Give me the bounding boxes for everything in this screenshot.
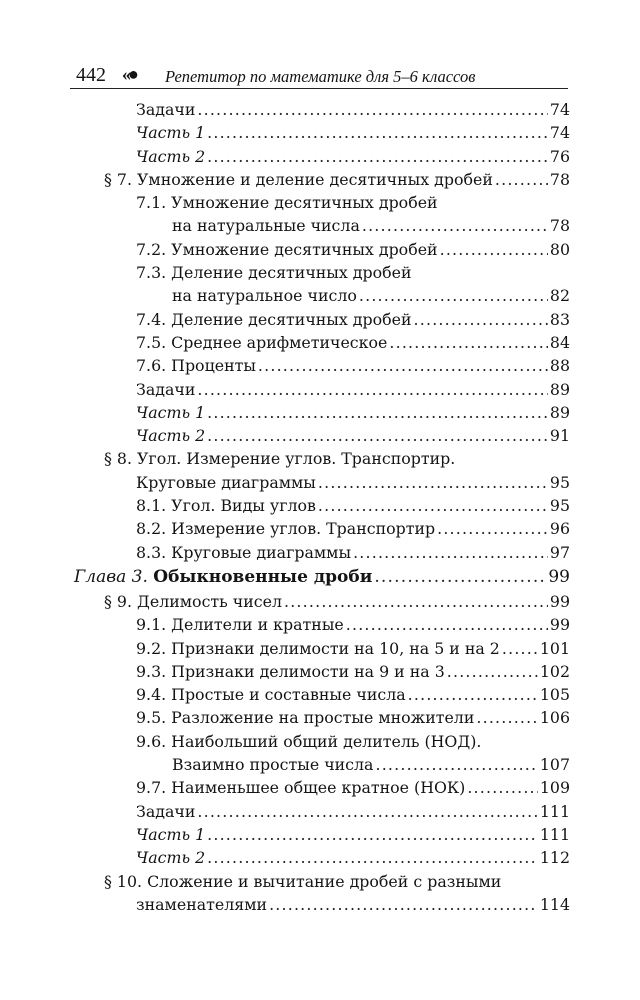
- toc-entry-title: Часть 2: [136, 848, 206, 868]
- page-number: 442: [76, 64, 106, 86]
- toc-row: [0, 378, 640, 401]
- toc-page-number: 112: [539, 848, 570, 868]
- dot-leader: [435, 519, 548, 539]
- toc-page-number: 97: [549, 542, 570, 562]
- toc-page-number: 105: [539, 685, 570, 705]
- toc-row: [0, 238, 640, 261]
- table-of-contents: [0, 98, 640, 916]
- toc-page-number: 80: [549, 239, 570, 259]
- toc-entry-title: на натуральные числа: [172, 216, 360, 236]
- toc-row: [0, 660, 640, 683]
- toc-row: [0, 846, 640, 869]
- toc-row: [0, 145, 640, 168]
- toc-entry-title: 7.1. Умножение десятичных дробей: [136, 193, 438, 213]
- toc-entry-title: 9.2. Признаки делимости на 10, на 5 и на 2: [136, 638, 500, 658]
- toc-page-number: 99: [548, 566, 570, 587]
- toc-entry-title: Часть 1: [136, 123, 206, 143]
- toc-row: [0, 590, 640, 613]
- running-title: Репетитор по математике для 5–6 классов: [165, 67, 476, 86]
- toc-page-number: 109: [539, 778, 570, 798]
- toc-row: [0, 893, 640, 916]
- toc-page-number: 96: [549, 519, 570, 539]
- toc-row: [0, 284, 640, 307]
- toc-entry-title: Часть 1: [136, 824, 206, 844]
- dot-leader: [316, 496, 548, 516]
- toc-page-number: 74: [549, 100, 570, 119]
- dot-leader: [256, 356, 548, 376]
- dot-leader: [357, 286, 548, 306]
- toc-page-number: 111: [539, 824, 570, 844]
- toc-entry-title: [74, 567, 372, 587]
- toc-row: [0, 637, 640, 660]
- toc-row: [0, 494, 640, 517]
- toc-row: [0, 354, 640, 377]
- toc-page-number: 101: [539, 638, 570, 658]
- toc-page-number: 89: [549, 402, 570, 422]
- toc-entry-title: § 7. Умножение и деление десятичных дробей: [104, 169, 493, 189]
- dot-leader: [465, 778, 538, 798]
- toc-entry-title: Задачи: [136, 379, 196, 399]
- toc-row: [0, 683, 640, 706]
- toc-row: [0, 541, 640, 564]
- toc-row: [0, 447, 640, 470]
- toc-row: [0, 823, 640, 846]
- toc-entry-title: Круговые диаграммы: [136, 472, 316, 492]
- toc-entry-title: 9.3. Признаки делимости на 9 и на 3: [136, 661, 445, 681]
- toc-row: [0, 401, 640, 424]
- dot-leader: [205, 403, 548, 423]
- dot-leader: [474, 708, 537, 728]
- toc-page-number: 78: [549, 169, 570, 189]
- toc-page-number: 76: [549, 146, 570, 166]
- dot-leader: [282, 592, 548, 612]
- toc-entry-title: Часть 2: [136, 146, 206, 166]
- toc-row: [0, 870, 640, 893]
- toc-entry-title: 9.7. Наименьшее общее кратное (НОК): [136, 778, 466, 798]
- toc-page-number: 82: [549, 286, 570, 306]
- toc-entry-title: 7.4. Деление десятичных дробей: [136, 309, 412, 329]
- toc-row: [0, 753, 640, 776]
- dot-leader: [438, 240, 548, 260]
- dot-leader: [493, 170, 548, 190]
- toc-entry-title: 7.6. Проценты: [136, 356, 256, 376]
- header-marker-icon: «●: [122, 64, 136, 84]
- chapter-title: Обыкновенные дроби: [153, 566, 373, 587]
- toc-entry-title: § 10. Сложение и вычитание дробей с разными: [104, 871, 502, 891]
- toc-row: [0, 308, 640, 331]
- dot-leader: [372, 567, 546, 587]
- toc-page-number: 89: [549, 379, 570, 399]
- toc-page-number: 84: [549, 332, 570, 352]
- toc-page-number: 78: [549, 216, 570, 236]
- toc-entry-title: 9.6. Наибольший общий делитель (НОД).: [136, 731, 482, 751]
- toc-entry-title: Часть 1: [136, 402, 206, 422]
- dot-leader: [205, 426, 548, 446]
- toc-page-number: 107: [539, 755, 570, 775]
- toc-entry-title: 8.3. Круговые диаграммы: [136, 542, 352, 562]
- chapter-prefix: Глава 3.: [74, 566, 148, 587]
- dot-leader: [373, 755, 537, 775]
- toc-row: [0, 517, 640, 540]
- toc-entry-title: 8.1. Угол. Виды углов: [136, 496, 316, 516]
- toc-entry-title: 8.2. Измерение углов. Транспортир: [136, 519, 436, 539]
- toc-row: [0, 191, 640, 214]
- toc-row: [0, 424, 640, 447]
- toc-chapter-row: [0, 564, 640, 590]
- toc-row: [0, 331, 640, 354]
- dot-leader: [387, 333, 548, 353]
- dot-leader: [195, 100, 548, 120]
- toc-entry-title: знаменателями: [136, 894, 268, 914]
- toc-entry-title: 7.5. Среднее арифметическое: [136, 332, 388, 352]
- toc-row: [0, 168, 640, 191]
- toc-row: [0, 706, 640, 729]
- toc-entry-title: Задачи: [136, 801, 196, 821]
- dot-leader: [360, 216, 548, 236]
- toc-page-number: 102: [539, 661, 570, 681]
- dot-leader: [351, 543, 548, 563]
- toc-page-number: 99: [549, 591, 570, 611]
- toc-row: [0, 261, 640, 284]
- dot-leader: [205, 825, 538, 845]
- toc-entry-title: 9.4. Простые и составные числа: [136, 685, 406, 705]
- toc-entry-title: 7.2. Умножение десятичных дробей: [136, 239, 438, 259]
- dot-leader: [195, 380, 548, 400]
- toc-page-number: 106: [539, 708, 570, 728]
- toc-page-number: 95: [549, 472, 570, 492]
- dot-leader: [412, 310, 548, 330]
- toc-row: [0, 121, 640, 144]
- toc-page-number: 74: [549, 123, 570, 143]
- dot-leader: [205, 147, 548, 167]
- toc-page-number: 88: [549, 356, 570, 376]
- toc-entry-title: 9.1. Делители и кратные: [136, 615, 344, 635]
- toc-entry-title: Задачи: [136, 100, 196, 119]
- toc-entry-title: § 8. Угол. Измерение углов. Транспортир.: [104, 449, 456, 469]
- dot-leader: [205, 123, 548, 143]
- toc-row: [0, 613, 640, 636]
- dot-leader: [267, 895, 538, 915]
- toc-page-number: 83: [549, 309, 570, 329]
- toc-entry-title: 9.5. Разложение на простые множители: [136, 708, 475, 728]
- toc-entry-title: 7.3. Деление десятичных дробей: [136, 263, 412, 283]
- toc-page-number: 95: [549, 496, 570, 516]
- dot-leader: [205, 848, 538, 868]
- running-header: [70, 58, 568, 89]
- toc-entry-title: Взаимно простые числа: [172, 755, 374, 775]
- toc-row: [0, 800, 640, 823]
- dot-leader: [344, 615, 548, 635]
- toc-row: [0, 471, 640, 494]
- toc-row: [0, 98, 640, 121]
- toc-page-number: 111: [539, 801, 570, 821]
- dot-leader: [406, 685, 538, 705]
- toc-row: [0, 214, 640, 237]
- toc-row: [0, 776, 640, 799]
- toc-entry-title: на натуральное число: [172, 286, 357, 306]
- toc-page-number: 114: [539, 894, 570, 914]
- toc-page-number: 91: [549, 426, 570, 446]
- toc-entry-title: Часть 2: [136, 426, 206, 446]
- dot-leader: [316, 473, 548, 493]
- dot-leader: [445, 662, 538, 682]
- toc-entry-title: § 9. Делимость чисел: [104, 591, 282, 611]
- dot-leader: [195, 802, 537, 822]
- toc-page-number: 99: [549, 615, 570, 635]
- toc-row: [0, 730, 640, 753]
- dot-leader: [500, 639, 538, 659]
